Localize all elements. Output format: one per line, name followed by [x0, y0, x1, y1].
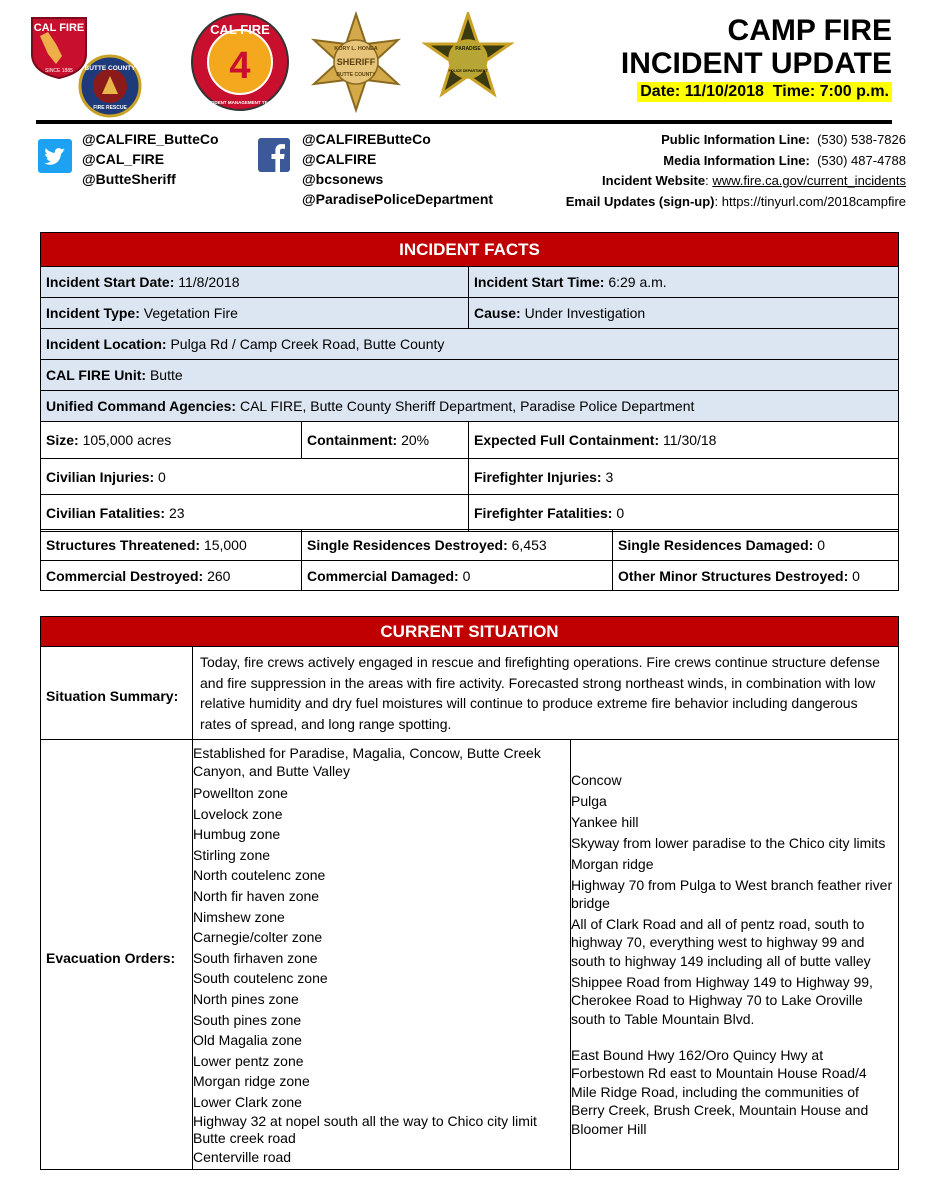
incident-facts-heading: INCIDENT FACTS — [41, 233, 899, 267]
calfire-unit: CAL FIRE Unit: Butte — [41, 360, 899, 391]
evac-item: Powellton zone — [193, 785, 288, 801]
evac-item: Morgan ridge — [571, 855, 654, 872]
incident-cause: Cause: Under Investigation — [469, 298, 899, 329]
incident-start-time: Incident Start Time: 6:29 a.m. — [469, 267, 899, 298]
structures-threatened: Structures Threatened: 15,000 — [41, 530, 302, 561]
calfire-imt4-logo — [190, 12, 290, 112]
evac-item: Lower Clark zone — [193, 1093, 302, 1110]
evac-item: Pulga — [571, 792, 607, 809]
twitter-handles — [82, 129, 219, 189]
email-link[interactable]: https://tinyurl.com/2018campfire — [721, 193, 906, 209]
twitter-handle[interactable]: @CALFIRE_ButteCo — [82, 131, 219, 147]
evac-item: North fir haven zone — [193, 887, 320, 904]
evac-item: North coutelenc zone — [193, 867, 326, 884]
commercial-damaged: Commercial Damaged: 0 — [302, 561, 613, 591]
evac-item: North pines zone — [193, 990, 299, 1007]
twitter-handle[interactable]: @CAL_FIRE — [82, 151, 165, 167]
single-residences-destroyed: Single Residences Destroyed: 6,453 — [302, 530, 613, 561]
fire-containment: Containment: 20% — [302, 422, 469, 459]
title-block — [621, 14, 892, 102]
evac-item: Nimshew zone — [193, 908, 285, 925]
evac-item: Shippee Road from Highway 149 to Highway 99, Cherokee Road to Highway 70 to Lake Oroville south to Table Mountain Blvd. — [571, 973, 873, 1027]
contact-info — [566, 130, 906, 212]
evac-item: Lower pentz zone — [193, 1052, 304, 1069]
evac-item: Established for Paradise, Magalia, Concow, Butte Creek Canyon, and Butte Valley — [193, 745, 541, 779]
facebook-handle[interactable]: @CALFIREButteCo — [302, 131, 431, 147]
butte-county-fire-logo — [78, 54, 142, 118]
twitter-icon — [38, 139, 72, 173]
evac-item: Old Magalia zone — [193, 1032, 302, 1049]
website-link[interactable]: www.fire.ca.gov/current_incidents — [712, 173, 906, 188]
evac-item: Yankee hill — [571, 813, 639, 830]
imt-number: 4 — [229, 45, 251, 87]
time-value: 7:00 p.m. — [819, 83, 889, 100]
butte-sheriff-star-logo — [304, 10, 408, 114]
police-bottom-text: POLICE DEPARTMENT — [448, 69, 488, 73]
unified-command-agencies: Unified Command Agencies: CAL FIRE, Butte County Sheriff Department, Paradise Police Department — [41, 391, 899, 422]
fire-size: Size: 105,000 acres — [41, 422, 302, 459]
other-minor-structures-destroyed: Other Minor Structures Destroyed: 0 — [613, 561, 899, 591]
sheriff-word-text: SHERIFF — [336, 57, 376, 67]
facebook-handle[interactable]: @bcsonews — [302, 171, 384, 187]
evac-item: Morgan ridge zone — [193, 1073, 310, 1090]
evac-item: Stirling zone — [193, 846, 271, 863]
date-label: Date: — [640, 83, 681, 100]
evac-item: Centerville road — [193, 1148, 292, 1165]
email-updates: Email Updates (sign-up): https://tinyurl.com/2018campfire — [565, 193, 906, 209]
calfire-logo-since: SINCE 1885 — [45, 68, 73, 74]
sheriff-county-text: BUTTE COUNTY — [336, 72, 376, 78]
calfire-logo-text: CAL FIRE — [33, 22, 85, 34]
current-situation-heading: CURRENT SITUATION — [41, 617, 899, 647]
incident-start-date: Incident Start Date: 11/8/2018 — [41, 267, 469, 298]
evac-item: Butte creek road — [193, 1129, 296, 1146]
situation-summary-label: Situation Summary: — [41, 647, 193, 740]
evac-item: All of Clark Road and all of pentz road, south to highway 70, everything west to highway 99 and south to highway 149 including all of butte valley — [571, 915, 871, 969]
current-situation-table — [40, 616, 899, 1170]
evac-item: Highway 32 at nopel south all the way to Chico city limit — [193, 1112, 537, 1129]
paradise-police-star-logo — [418, 12, 518, 112]
evac-item: East Bound Hwy 162/Oro Quincy Hwy at Forbestown Rd east to Mountain House Road/4 Mile Ridge Road, including the communities of Berry Creek, Brush Creek, Mountain House and Bloomer Hill — [571, 1046, 869, 1137]
expected-full-containment: Expected Full Containment: 11/30/18 — [469, 422, 899, 459]
time-label: Time: — [772, 83, 816, 100]
facebook-handles — [302, 129, 493, 209]
evac-item: South firhaven zone — [193, 949, 318, 966]
title-line-2: INCIDENT UPDATE — [620, 47, 892, 80]
public-info-line: Public Information Line: (530) 538-7826 — [661, 132, 906, 147]
evacuation-orders-left — [193, 740, 571, 1170]
butte-county-text: BUTTE COUNTY — [84, 65, 136, 72]
twitter-handle[interactable]: @ButteSheriff — [82, 171, 176, 187]
structures-table — [40, 529, 899, 591]
civilian-injuries: Civilian Injuries: 0 — [41, 459, 469, 495]
facebook-handle[interactable]: @ParadisePoliceDepartment — [302, 191, 494, 207]
imt-top-text: CAL FIRE — [210, 22, 270, 37]
situation-summary-text: Today, fire crews actively engaged in rescue and firefighting operations. Fire crews continue structure defense and fire suppression in the areas with fire activity. Forecasted strong northeast winds, in combination with low relative humidity and dry fuel moistures will continue to produce extreme fire behavior including dangerous rates of spread, and long range spotting. — [193, 647, 899, 740]
sheriff-name-text: KORY L. HONEA — [334, 46, 378, 52]
incident-facts-table — [40, 232, 899, 532]
date-value: 11/10/2018 — [684, 83, 764, 100]
incident-type: Incident Type: Vegetation Fire — [41, 298, 469, 329]
facebook-handle[interactable]: @CALFIRE — [302, 151, 377, 167]
facebook-icon — [258, 138, 290, 172]
date-time — [637, 82, 892, 102]
evac-item: Lovelock zone — [193, 805, 283, 822]
incident-website: Incident Website: www.fire.ca.gov/current_incidents — [602, 173, 906, 188]
evacuation-orders-right — [571, 740, 899, 1170]
butte-rescue-text: FIRE RESCUE — [93, 105, 127, 111]
evac-item: Skyway from lower paradise to the Chico city limits — [571, 834, 886, 851]
evacuation-orders-label: Evacuation Orders: — [41, 740, 193, 1170]
firefighter-fatalities: Firefighter Fatalities: 0 — [469, 495, 899, 532]
firefighter-injuries: Firefighter Injuries: 3 — [469, 459, 899, 495]
police-top-text: PARADISE — [455, 46, 481, 52]
imt-sub-text: INCIDENT MANAGEMENT TEAM — [205, 100, 275, 105]
evac-item: South pines zone — [193, 1011, 302, 1028]
evac-item: Concow — [571, 771, 622, 788]
evac-item: South coutelenc zone — [193, 970, 328, 987]
commercial-destroyed: Commercial Destroyed: 260 — [41, 561, 302, 591]
evac-item: Highway 70 from Pulga to West branch feather river bridge — [571, 876, 893, 911]
media-info-line: Media Information Line: (530) 487-4788 — [663, 152, 906, 168]
civilian-fatalities: Civilian Fatalities: 23 — [41, 495, 469, 532]
header-rule — [36, 120, 892, 124]
single-residences-damaged: Single Residences Damaged: 0 — [613, 530, 899, 561]
title-line-1: CAMP FIRE — [727, 14, 892, 47]
incident-location: Incident Location: Pulga Rd / Camp Creek Road, Butte County — [41, 329, 899, 360]
evac-item: Humbug zone — [193, 826, 281, 843]
evac-item: Carnegie/colter zone — [193, 929, 323, 946]
